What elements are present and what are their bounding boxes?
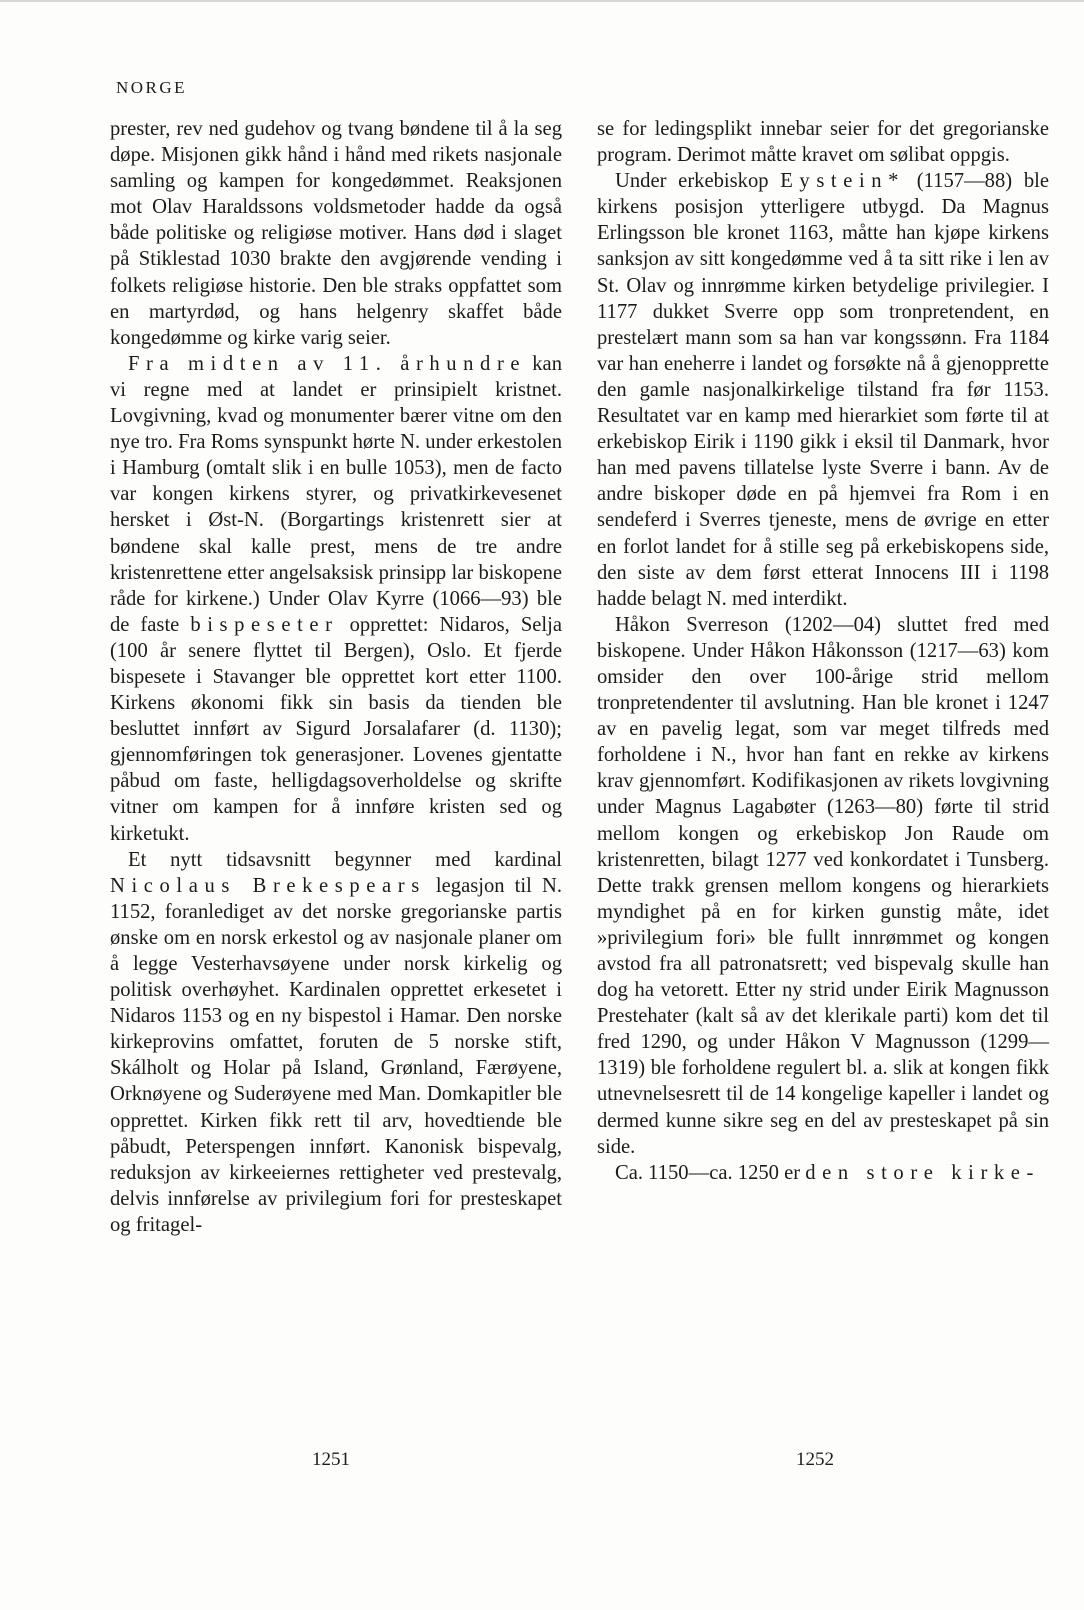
spaced-emphasis: Eystein*: [780, 170, 906, 193]
paragraph: [597, 1160, 1049, 1186]
top-edge-line: [0, 0, 1084, 2]
spaced-emphasis: den store kirke-: [805, 1161, 1040, 1184]
text-run: legasjon til N. 1152, foranlediget av det norske gregorianske partis ønske om en norsk erkestol og av nasjonale planer om å legge Vesterhavsøyene under norsk kirkelig og politisk overhøyhet. Kardinalen opprettet erkesetet i Nidaros 1153 og en ny bispestol i Hamar. Den norske kirkeprovins omfattet, foruten de 5 norske stift, Skálholt og Holar på Island, Grønland, Færøyene, Orknøyene og Suderøyene med Man. Domkapitler ble opprettet. Kirken fikk rett til arv, hovedtiende ble påbudt, Peterspengen innført. Kanonisk bispevalg, reduksjon av kirkeeiernes rettigheter ved prestevalg, delvis innførelse av privilegium fori for presteskapet og fritagel-: [110, 874, 562, 1236]
page-number-left: 1251: [312, 1449, 350, 1470]
running-header: NORGE: [116, 78, 188, 97]
paragraph: prester, rev ned gudehov og tvang bøndene til å la seg døpe. Misjonen gikk hånd i hånd med rikets nasjonale samling og kampen for kongedømmet. Reaksjonen mot Olav Haraldssons voldsmetoder hadde da også både politiske og religiøse motiver. Hans død i slaget på Stiklestad 1030 brakte den avgjørende vending i folkets religiøse historie. Den ble straks oppfattet som en martyrdød, og hans helgenry skaffet både kongedømme og kirke varig seier.: [110, 118, 562, 349]
spaced-emphasis: bispeseter: [190, 613, 339, 636]
page-number-right: 1252: [796, 1449, 834, 1470]
paragraph: [597, 168, 1049, 612]
text-run: opprettet: Nidaros, Selja (100 år senere flyttet til Bergen), Oslo. Et fjerde bispesete i Stavanger ble opprettet kort etter 1100. Kirkens økonomi fikk sin basis da tienden ble besluttet innført av Sigurd Jorsalafarer (d. 1130); gjennomføringen tok generasjoner. Lovenes gjentatte påbud om faste, helligdagsoverholdelse og skrifte vitner om kampen for å innføre kristen sed og kirketukt.: [110, 613, 563, 845]
paragraph: [110, 847, 562, 1238]
spaced-emphasis: Fra midten av 11. århundre: [128, 352, 527, 375]
text-run: (1157—88) ble kirkens posisjon ytterligere utbygd. Da Magnus Erlingsson ble kronet 1163, måtte han kjøpe kirkens sanksjon av sitt kongedømme ved å ta sitt rike i len av St. Olav og innrømme kirken betydelige privilegier. I 1177 dukket Sverre opp som tronpretendent, en prestelært mann som sa han var kongssønn. Fra 1184 var han eneherre i landet og forsøkte nå å gjenopprette den gamle nasjonalkirkelige tilstand fra før 1153. Resultatet var en kamp med hierarkiet som førte til at erkebiskop Eirik i 1190 gikk i eksil til Danmark, hvor han med pavens tillatelse lyste Sverre i bann. Av de andre biskoper døde en på hjemvei fra Rom i en sendeferd i Sverres tjeneste, mens de øvrige en etter en forlot landet for å stille seg på erkebiskopens side, den siste av dem først etterat Innocens III i 1198 hadde belagt N. med interdikt.: [597, 170, 1049, 610]
paragraph: [110, 351, 562, 847]
text-run: Under erkebiskop: [615, 170, 781, 193]
text-run: Et nytt tidsavsnitt begynner med kardinal: [128, 848, 562, 871]
spaced-emphasis: Nicolaus Brekespears: [110, 874, 426, 897]
right-column: [597, 116, 1049, 1186]
left-column: [110, 116, 562, 1238]
paragraph: se for ledingsplikt innebar seier for det gregorianske program. Derimot måtte kravet om sølibat oppgis.: [597, 118, 1049, 167]
text-run: kan vi regne med at landet er prinsipielt kristnet. Lovgivning, kvad og monumenter bærer vitne om den nye tro. Fra Roms synspunkt hørte N. under erkestolen i Hamburg (omtalt slik i en bulle 1053), men de facto var kongen kirkens styrer, og privatkirkevesenet hersket i Øst-N. (Borgartings kristenrett sier at bøndene skal kalle prest, mens de tre andre kristenrettene etter angelsaksisk prinsipp lar biskopene råde for kirkene.) Under Olav Kyrre (1066—93) ble de faste: [110, 352, 562, 636]
text-run: Ca. 1150—ca. 1250 er: [615, 1161, 806, 1184]
paragraph: Håkon Sverreson (1202—04) sluttet fred med biskopene. Under Håkon Håkonsson (1217—63) kom omsider den over 100-årige strid mellom tronpretendenter til avslutning. Han ble kronet i 1247 av en pavelig legat, som var meget tilfreds med forholdene i N., hvor han fant en rekke av kirkens krav gjennomført. Kodifikasjonen av rikets lovgivning under Magnus Lagabøter (1263—80) førte til strid mellom kongen og erkebiskop Jon Raude om kristenretten, bilagt 1277 ved konkordatet i Tunsberg. Dette trakk grensen mellom kongens og hierarkiets myndighet på en for kirken gunstig måte, idet »privilegium fori» ble fullt innrømmet og kongen avstod fra all patronatsrett; ved bispevalg skulle han dog ha vetorett. Etter ny strid under Eirik Magnusson Prestehater (kalt så av det klerikale parti) kom det til fred 1290, og under Håkon V Magnusson (1299—1319) ble forholdene regulert bl. a. slik at kongen fikk utnevnelsesrett til de 14 kongelige kapeller i landet og dermed kunne sikre seg en del av presteskapet på sin side.: [597, 613, 1049, 1158]
